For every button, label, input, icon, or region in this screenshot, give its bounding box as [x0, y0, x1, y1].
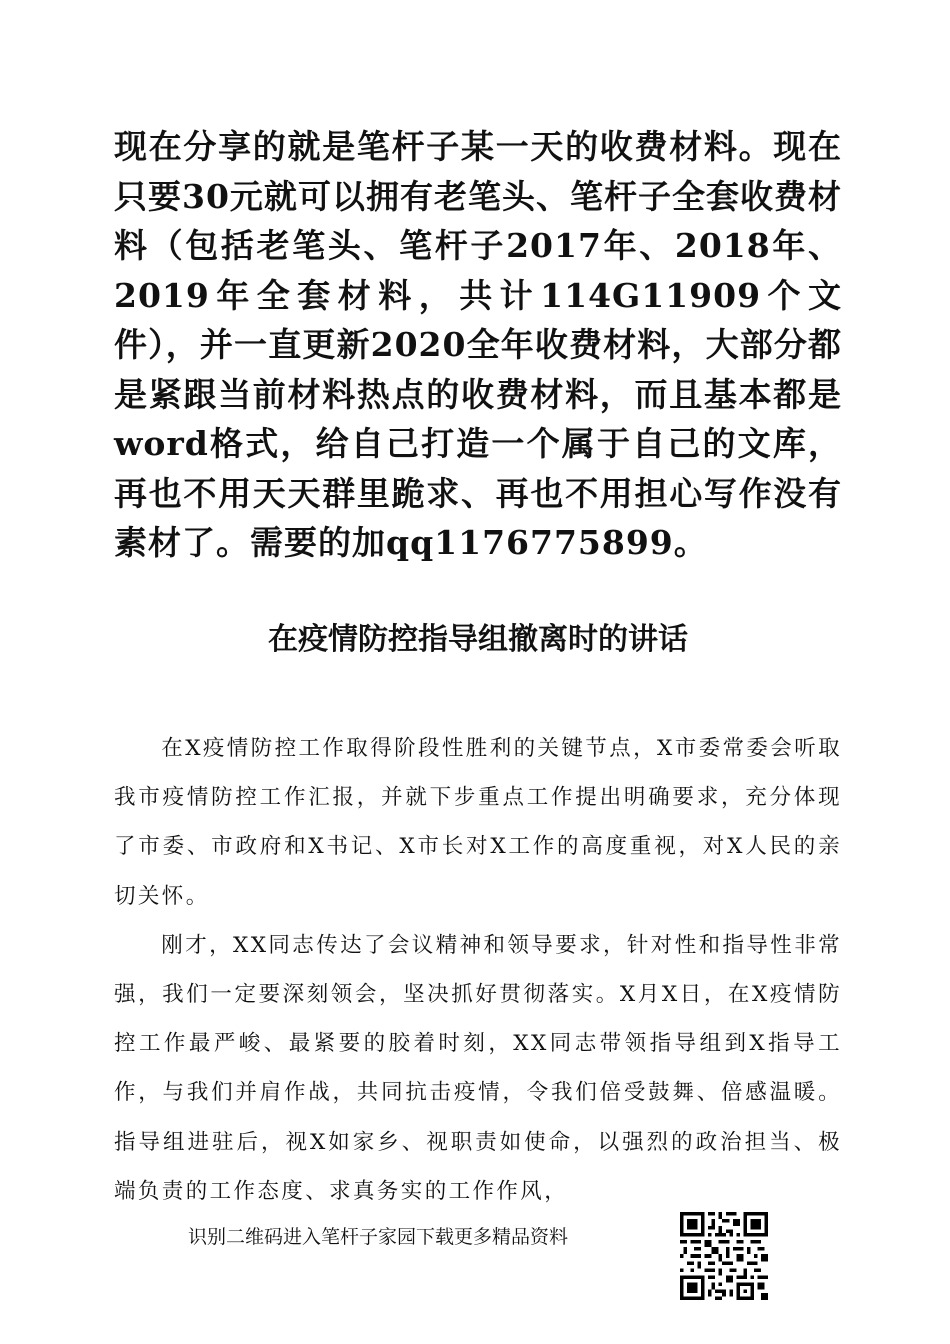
article-paragraph: 在X疫情防控工作取得阶段性胜利的关键节点，X市委常委会听取我市疫情防控工作汇报，并就下步重点工作提出明确要求，充分体现了市委、市政府和X书记、X市长对X工作的高度重视，对X人民的亲切关怀。	[114, 736, 843, 909]
article-paragraph: 刚才，XX同志传达了会议精神和领导要求，针对性和指导性非常强，我们一定要深刻领会，坚决抓好贯彻落实。X月X日，在X疫情防控工作最严峻、最紧要的胶着时刻，XX同志带领指导组到X指导工作，与我们并肩作战，共同抗击疫情，令我们倍受鼓舞、倍感温暖。指导组进驻后，视X如家乡、视职责如使命，以强烈的政治担当、极端负责的工作态度、求真务实的工作作风，	[114, 932, 843, 1204]
article-title: 在疫情防控指导组撤离时的讲话	[268, 622, 688, 657]
article-body	[114, 724, 842, 1216]
footer-caption: 识别二维码进入笔杆子家园下载更多精品资料	[188, 1226, 569, 1248]
qr-code-icon[interactable]	[680, 1212, 768, 1300]
promo-paragraph: 现在分享的就是笔杆子某一天的收费材料。现在只要30元就可以拥有老笔头、笔杆子全套收费材料（包括老笔头、笔杆子2017年、2018年、2019年全套材料，共计114G11909个文件），并一直更新2020全年收费材料，大部分都是紧跟当前材料热点的收费材料，而且基本都是word格式，给自己打造一个属于自己的文库，再也不用天天群里跪求、再也不用担心写作没有素材了。需要的加qq1176775899。	[114, 127, 842, 562]
